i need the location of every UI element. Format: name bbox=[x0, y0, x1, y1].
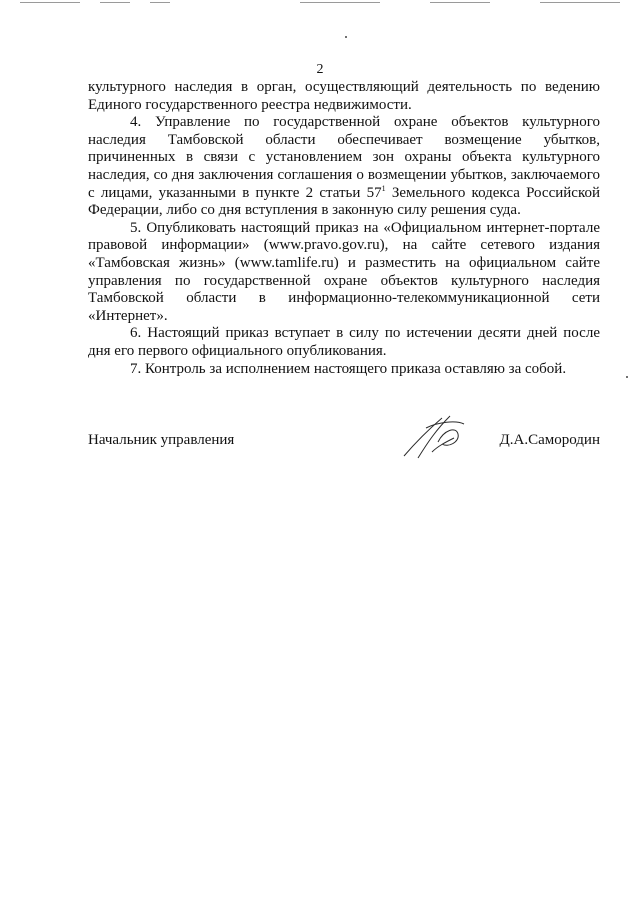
paragraph-7: 7. Контроль за исполнением настоящего приказа оставляю за собой. bbox=[130, 360, 567, 377]
document-body bbox=[88, 79, 600, 378]
signatory-position: Начальник управления bbox=[88, 432, 235, 448]
signature-block bbox=[88, 432, 600, 462]
page-number: 2 bbox=[316, 62, 324, 77]
paragraph-4-text-before: 4. Управление по государственной охране объектов культурного наследия Тамбовской области обеспечивает возмещение убытков, причиненных в связи с установлением зон охраны объекта культурного наследия, со дня заключения соглашения о возмещении убытков, заключаемого с лицами, указанными в пункте 2 статьи 57 bbox=[88, 114, 600, 201]
scan-edge-line bbox=[100, 2, 130, 3]
scan-speck bbox=[345, 36, 347, 38]
handwritten-signature bbox=[398, 412, 488, 462]
scan-edge-line bbox=[430, 2, 490, 3]
scan-edge-line bbox=[150, 2, 170, 3]
paragraph-4 bbox=[88, 114, 600, 220]
signatory-name: Д.А.Самородин bbox=[499, 432, 600, 448]
scan-edge-line bbox=[540, 2, 620, 3]
paragraph-5: 5. Опубликовать настоящий приказ на «Официальном интернет-портале правовой информации» (www.pravo.gov.ru), на сайте сетевого издания «Тамбовская жизнь» (www.tamlife.ru) и разместить на официальном сайте управления по государственной охране объектов культурного наследия Тамбовской области в информационно-телекоммуникационной сети «Интернет». bbox=[88, 219, 600, 324]
paragraph-continued: культурного наследия в орган, осуществляющий деятельность по ведению Единого государственного реестра недвижимости. bbox=[88, 79, 600, 113]
scan-edge-line bbox=[20, 2, 80, 3]
paragraph-6: 6. Настоящий приказ вступает в силу по истечении десяти дней после дня его первого официального опубликования. bbox=[88, 325, 600, 359]
scan-edge-line bbox=[300, 2, 380, 3]
paragraph-4-text-after: Земельного кодекса Российской Федерации, либо со дня вступления в законную силу решения суда. bbox=[88, 184, 600, 219]
scan-speck bbox=[626, 376, 628, 378]
article-superscript: 1 bbox=[381, 183, 386, 193]
